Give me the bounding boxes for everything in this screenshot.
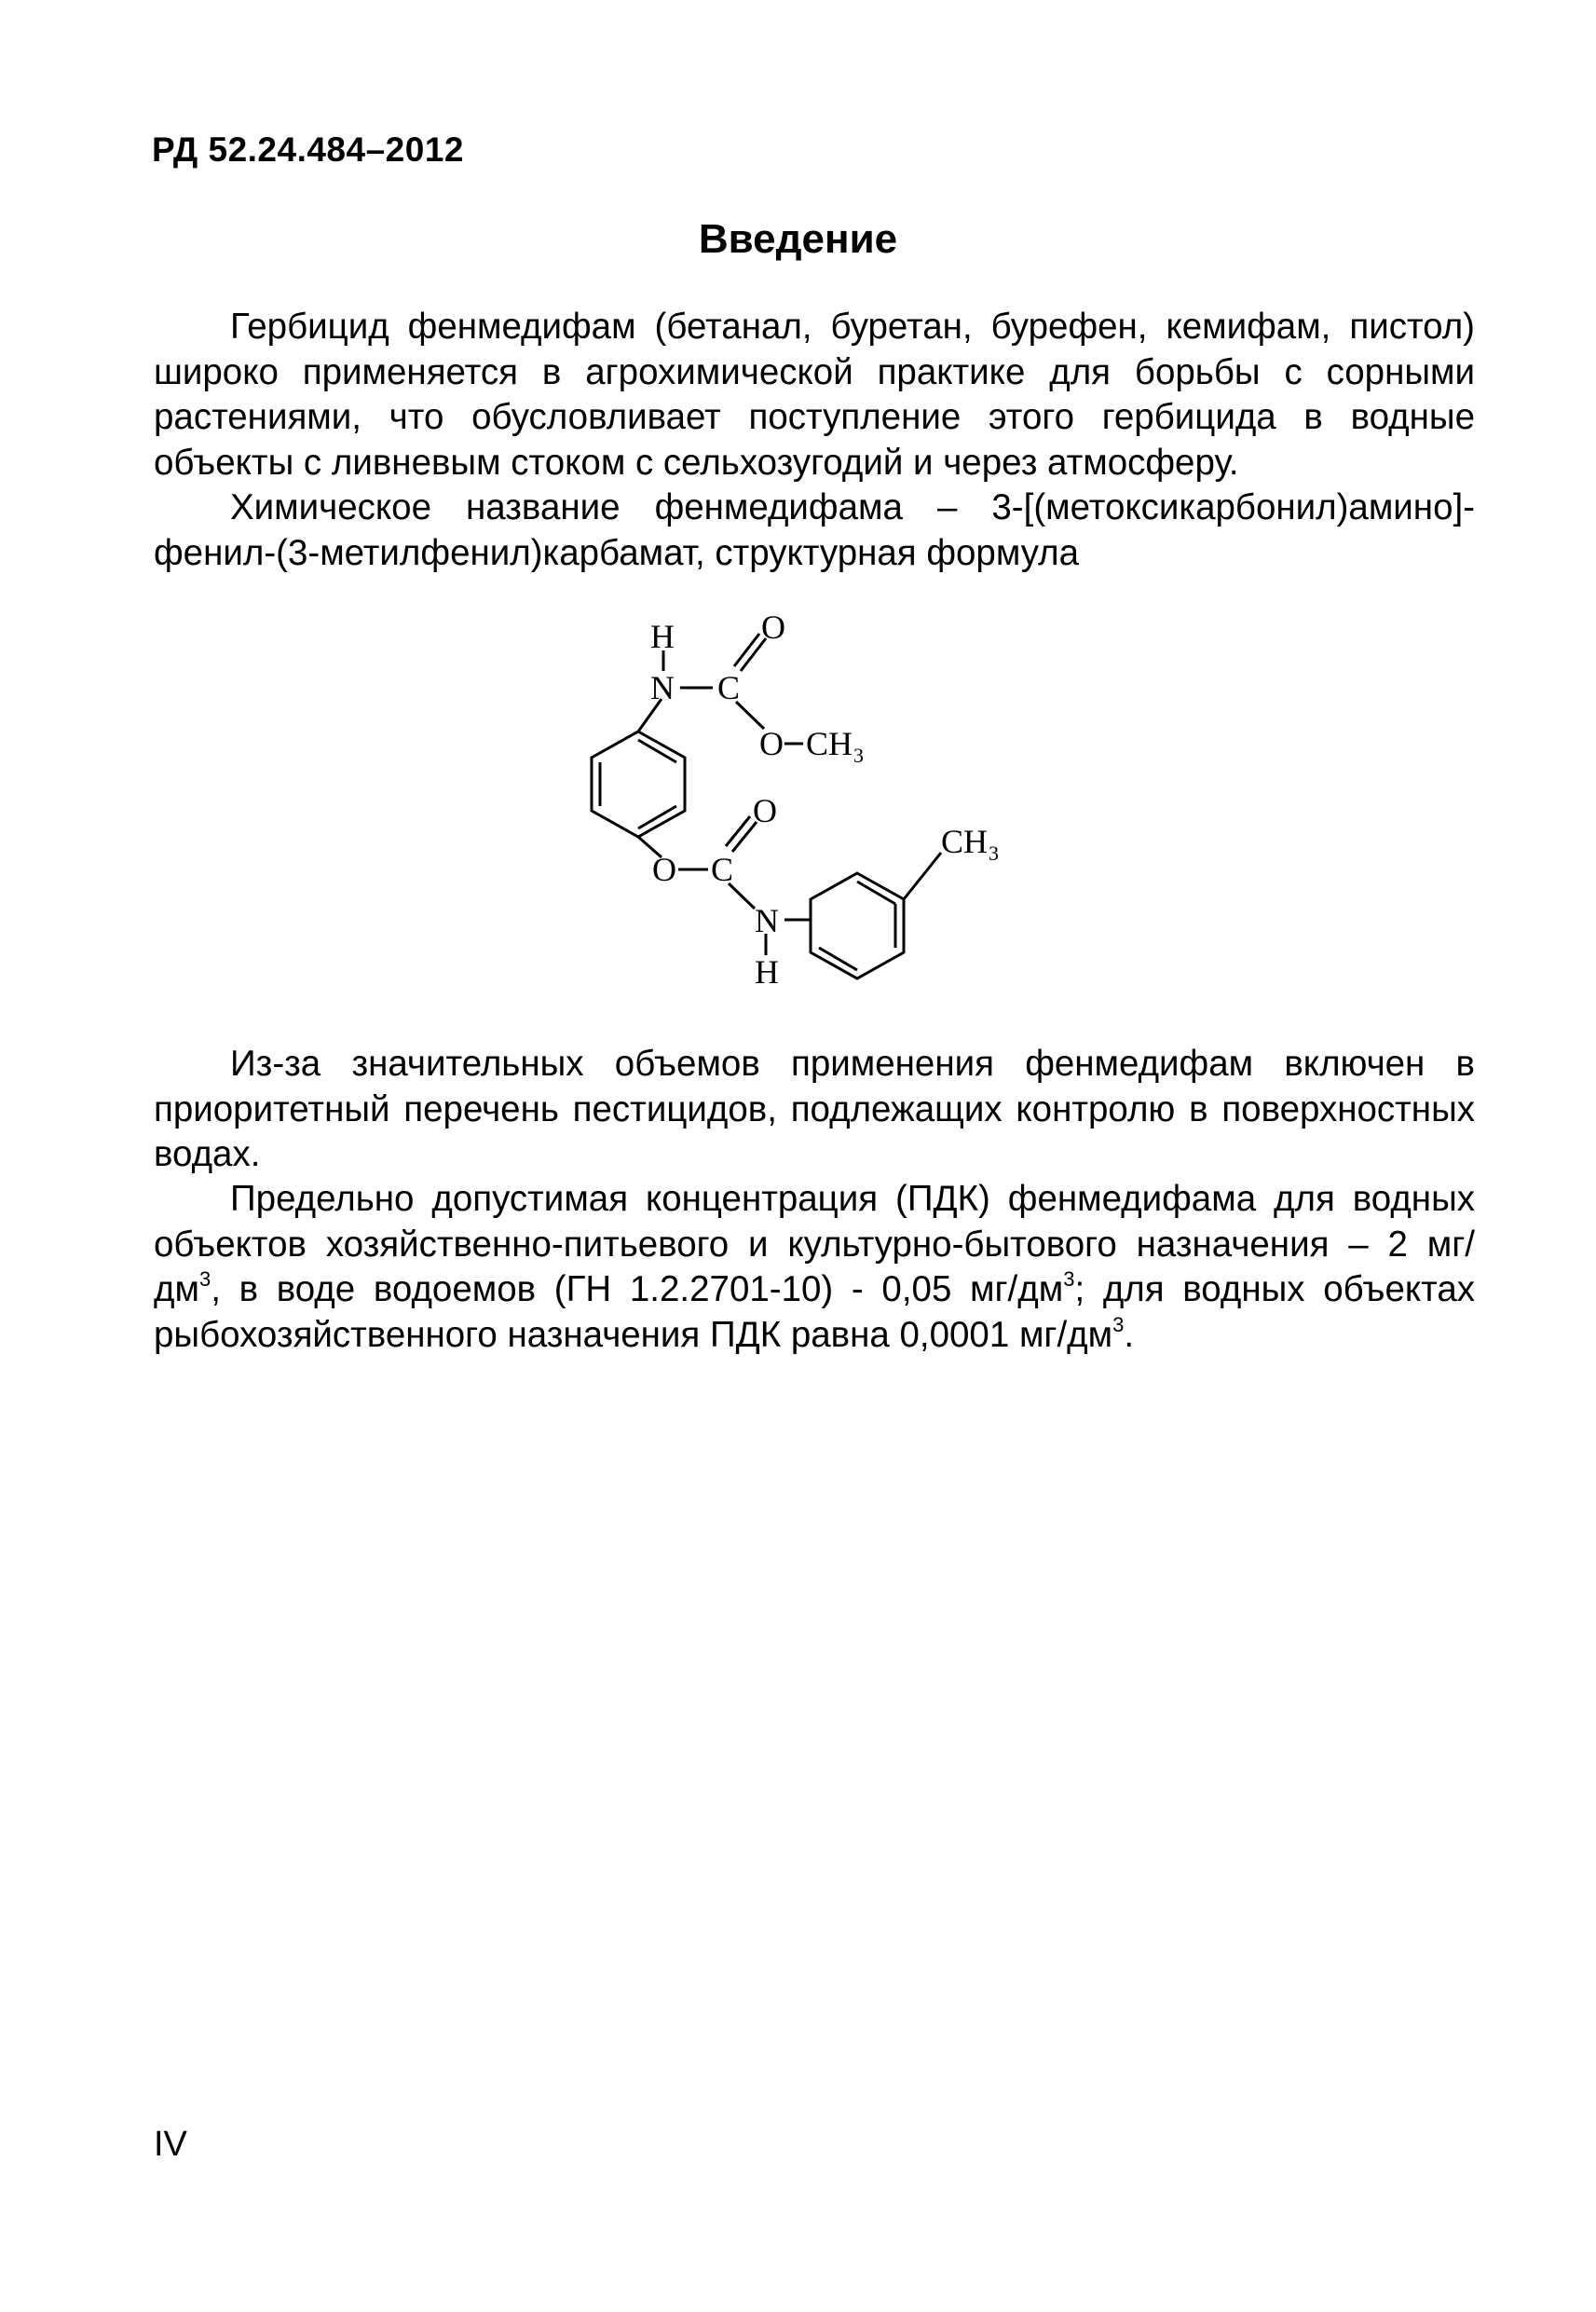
structural-formula <box>522 606 1044 1016</box>
atom-c-mid: C <box>711 851 734 888</box>
superscript: 3 <box>198 1267 211 1291</box>
atom-n-top: N <box>650 669 675 706</box>
atom-h-top: H <box>650 618 675 655</box>
mpc-text-part: ; для водных объектах рыбохозяйственного назначения ПДК равна 0,0001 мг/дм <box>154 1269 1475 1355</box>
atom-o-mid: O <box>753 792 777 829</box>
c-o-double-bond <box>726 816 750 846</box>
atom-h-bottom: H <box>755 953 779 991</box>
atom-ch3-methoxy-subscript: 3 <box>853 744 864 767</box>
atom-ch3-methoxy: CH <box>806 725 853 762</box>
mpc-text-part: . <box>1124 1314 1135 1355</box>
section-title: Введение <box>698 216 898 262</box>
right-benzene-ring <box>811 873 904 978</box>
document-code: РД 52.24.484–2012 <box>152 130 464 169</box>
mpc-text-part: , в воде водоемов (ГН 1.2.2701-10) - 0,05 мг/дм <box>211 1269 1064 1309</box>
atom-o-ester: O <box>652 851 676 888</box>
mpc-text-part: Предельно допустимая концентрация (ПДК) фенмедифама для водных объектов хозяйственно-питьевого и культурно-бытового назначения – 2 мг/дм <box>154 1179 1475 1309</box>
page-number: IV <box>154 2125 187 2164</box>
left-benzene-ring <box>592 732 685 837</box>
intro-paragraph: Гербицид фенмедифам (бетанал, буретан, бурефен, кемифам, пистол) широко применяется в агрохимической практике для борьбы с сорными растениями, что обусловливает поступление этого гербицида в водные объекты с ливневым стоком с сельхозугодий и через атмосферу. <box>154 307 1475 483</box>
atom-o-top: O <box>761 609 785 646</box>
chemical-name-paragraph: Химическое название фенмедифама – 3-[(метоксикарбонил)амино]-фенил-(3-метилфенил)карбамат, структурная формула <box>154 487 1475 573</box>
atom-ch3-ring: CH <box>941 823 989 860</box>
priority-list-paragraph: Из-за значительных объемов применения фенмедифам включен в приоритетный перечень пестицидов, подлежащих контролю в поверхностных водах. <box>154 1044 1475 1174</box>
atom-o-methoxy: O <box>759 725 784 762</box>
ring-ch3-bond <box>904 853 941 899</box>
superscript: 3 <box>1112 1312 1125 1336</box>
atom-n-bottom: N <box>755 902 779 939</box>
atom-ch3-ring-subscript: 3 <box>989 841 999 865</box>
superscript: 3 <box>1063 1267 1075 1291</box>
atom-c-top: C <box>717 669 741 706</box>
mpc-paragraph <box>154 1177 1475 1358</box>
